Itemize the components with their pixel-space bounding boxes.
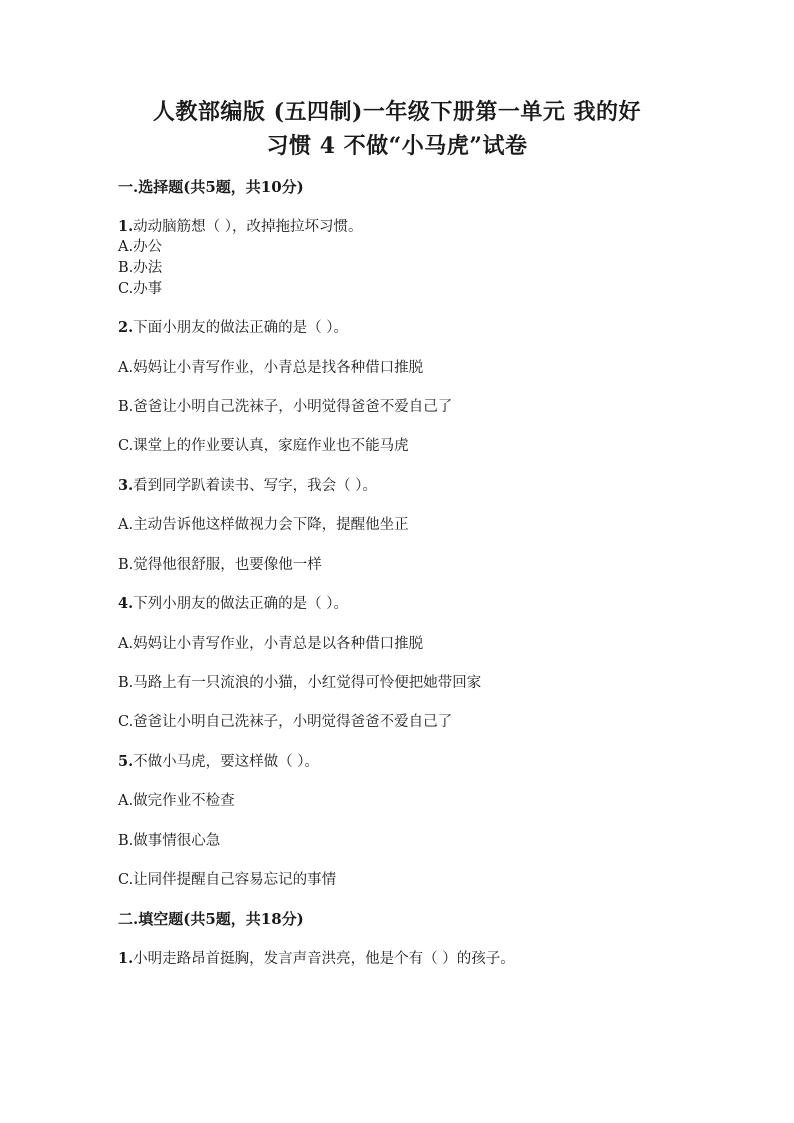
option-5b: B.做事情很心急	[118, 833, 221, 849]
question-number: 1.	[118, 218, 134, 235]
option-2c: C.课堂上的作业要认真，家庭作业也不能马虎	[118, 438, 409, 454]
question-text: 动动脑筋想（ ），改掉拖拉坏习惯。	[133, 219, 363, 235]
option-3b: B.觉得他很舒服，也要像他一样	[118, 557, 322, 573]
option-5c: C.让同伴提醒自己容易忘记的事情	[118, 872, 337, 888]
question-3	[118, 476, 377, 496]
option-4b: B.马路上有一只流浪的小猫，小红觉得可怜便把她带回家	[118, 675, 482, 691]
question-number: 2.	[118, 319, 134, 336]
question-text: 下列小朋友的做法正确的是（ ）。	[133, 596, 348, 612]
question-number: 3.	[118, 477, 134, 494]
section-heading-fill-blank: 二.填空题(共5题，共18分)	[118, 910, 304, 928]
option-1c: C.办事	[118, 281, 163, 297]
option-4c: C.爸爸让小明自己洗袜子，小明觉得爸爸不爱自己了	[118, 714, 453, 730]
question-1	[118, 217, 363, 237]
question-number: 5.	[118, 753, 134, 770]
option-3a: A.主动告诉他这样做视力会下降，提醒他坐正	[118, 517, 409, 533]
question-text: 看到同学趴着读书、写字，我会（ ）。	[133, 478, 377, 494]
question-number: 4.	[118, 595, 134, 612]
question-4	[118, 594, 348, 614]
question-2	[118, 318, 348, 338]
exam-title-line-2: 习惯 4 不做“小马虎”试卷	[266, 133, 528, 159]
question-5	[118, 752, 319, 772]
option-4a: A.妈妈让小青写作业，小青总是以各种借口推脱	[118, 636, 424, 652]
fill-question-1	[118, 949, 515, 969]
option-2a: A.妈妈让小青写作业，小青总是找各种借口推脱	[118, 360, 424, 376]
question-text: 小明走路昂首挺胸，发言声音洪亮，他是个有（ ）的孩子。	[133, 951, 515, 967]
question-number: 1.	[118, 950, 134, 967]
option-1a: A.办公	[118, 239, 163, 255]
question-text: 不做小马虎，要这样做（ ）。	[133, 754, 319, 770]
section-heading-choice: 一.选择题(共5题，共10分)	[118, 178, 304, 196]
option-5a: A.做完作业不检查	[118, 793, 235, 809]
exam-title-line-1: 人教部编版 (五四制)一年级下册第一单元 我的好	[152, 99, 642, 125]
option-1b: B.办法	[118, 260, 163, 276]
option-2b: B.爸爸让小明自己洗袜子，小明觉得爸爸不爱自己了	[118, 399, 453, 415]
question-text: 下面小朋友的做法正确的是（ ）。	[133, 320, 348, 336]
